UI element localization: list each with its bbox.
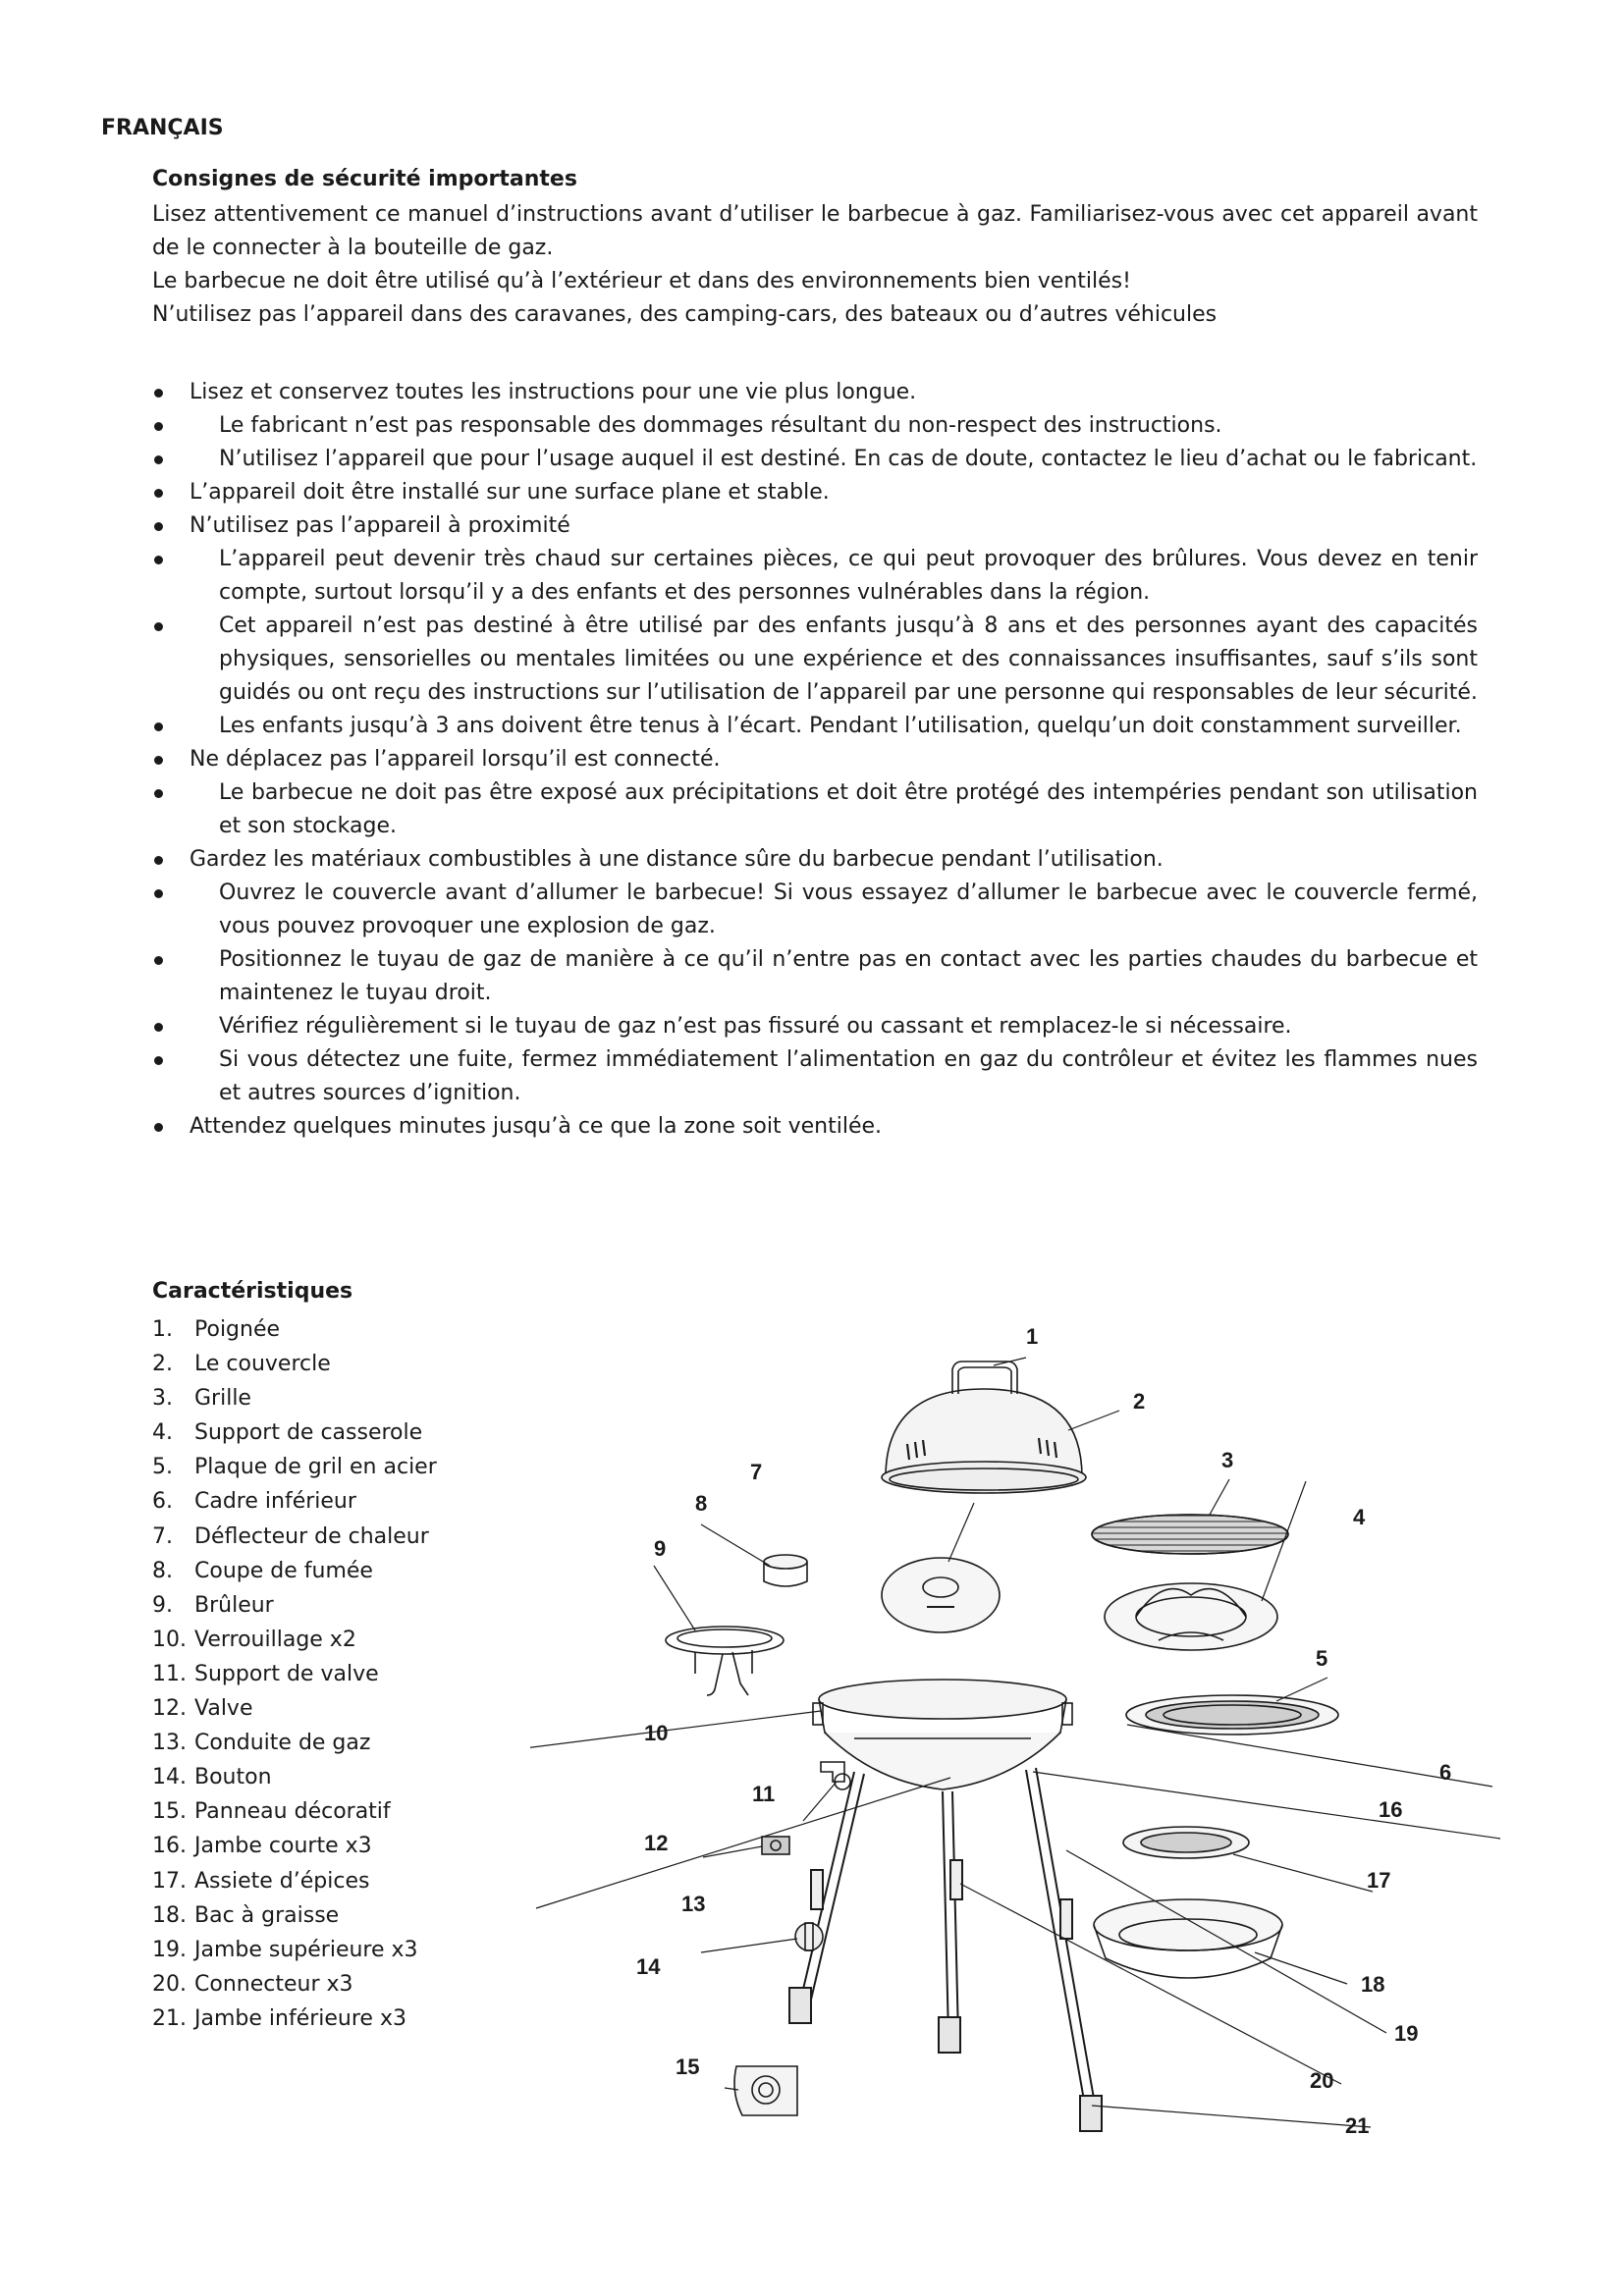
feature-item: 5. Plaque de gril en acier [152,1455,437,1480]
callout-label: 17 [1367,1868,1391,1893]
bullet-icon [154,1056,163,1065]
grease-tray-drawing [1094,1899,1282,1978]
feature-item: 3. Grille [152,1386,251,1412]
bullet-item: Lisez et conservez toutes les instructions pour une vie plus longue. [152,376,1478,409]
steel-plate-drawing [1126,1695,1338,1735]
lid-drawing [882,1362,1086,1493]
feature-item: 21. Jambe inférieure x3 [152,2005,406,2031]
feature-item: 10. Verrouillage x2 [152,1627,356,1652]
heat-deflector-drawing [882,1558,1000,1632]
callout-label: 4 [1353,1505,1366,1529]
feature-item: 17. Assiete d’épices [152,1868,370,1894]
smoke-cup-drawing [764,1555,807,1586]
callout-label: 6 [1439,1760,1452,1785]
callout-label: 15 [676,2055,700,2079]
bullet-item: Vérifiez régulièrement si le tuyau de gaz n’est pas fissuré ou cassant et remplacez-le si nécessaire. [152,1010,1478,1043]
feature-item: 8. Coupe de fumée [152,1558,373,1583]
bullet-item: Gardez les matériaux combustibles à une distance sûre du barbecue pendant l’utilisation. [152,843,1478,877]
callout-label: 1 [1026,1324,1039,1349]
bullet-item: N’utilisez l’appareil que pour l’usage auquel il est destiné. En cas de doute, contactez le lieu d’achat ou le fabricant. [152,443,1478,476]
feature-item: 12. Valve [152,1696,253,1722]
bullet-icon [154,1123,163,1132]
burner-drawing [666,1627,784,1695]
feature-item: 13. Conduite de gaz [152,1731,371,1756]
feature-item: 7. Déflecteur de chaleur [152,1523,429,1549]
bullet-item: Ne déplacez pas l’appareil lorsqu’il est connecté. [152,743,1478,776]
feature-item: 18. Bac à graisse [152,1902,340,1928]
safety-title: Consignes de sécurité importantes [152,167,577,191]
feature-item: 19. Jambe supérieure x3 [152,1937,418,1962]
bullet-item: N’utilisez pas l’appareil à proximité [152,509,1478,543]
bullet-item: Les enfants jusqu’à 3 ans doivent être tenus à l’écart. Pendant l’utilisation, quelqu’un doit constamment surveiller. [152,710,1478,743]
bullet-icon [154,1023,163,1032]
feature-item: 6. Cadre inférieur [152,1489,356,1515]
feature-item: 16. Jambe courte x3 [152,1834,372,1859]
bullet-icon [154,889,163,898]
bullet-icon [154,522,163,531]
feature-item: 1. Poignée [152,1317,281,1342]
safety-intro [152,198,1478,332]
bullet-item: Cet appareil n’est pas destiné à être utilisé par des enfants jusqu’à 8 ans et des personnes ayant des capacités physiques, sensorielles ou mentales limitées ou une expérience et des connaissances insuffisantes, sauf s’ils sont guidés ou ont reçu des instructions sur l’utilisation de l’appareil par une personne qui responsables de leur sécurité. [152,610,1478,710]
callout-label: 18 [1361,1972,1385,1997]
grill-grate-drawing [1092,1515,1288,1554]
callout-label: 21 [1345,2113,1370,2138]
bullet-item: Le fabricant n’est pas responsable des dommages résultant du non-respect des instructions. [152,409,1478,443]
bullet-icon [154,722,163,731]
feature-item: 11. Support de valve [152,1661,379,1686]
callout-label: 14 [636,1954,661,1979]
bullet-item: Ouvrez le couvercle avant d’allumer le barbecue! Si vous essayez d’allumer le barbecue avec le couvercle fermé, vous pouvez provoquer une explosion de gaz. [152,877,1478,943]
callout-label: 5 [1316,1646,1328,1671]
safety-bullet-list [152,376,1478,1144]
bullet-icon [154,422,163,431]
bullet-item: Le barbecue ne doit pas être exposé aux précipitations et doit être protégé des intempéries pendant son utilisation et son stockage. [152,776,1478,843]
feature-item: 15. Panneau décoratif [152,1799,391,1825]
feature-item: 14. Bouton [152,1765,272,1790]
features-title: Caractéristiques [152,1279,353,1304]
bullet-icon [154,956,163,965]
feature-item: 2. Le couvercle [152,1352,331,1377]
callout-label: 11 [752,1782,776,1806]
intro-paragraph: N’utilisez pas l’appareil dans des caravanes, des camping-cars, des bateaux ou d’autres véhicules [152,302,1218,327]
bullet-item: L’appareil peut devenir très chaud sur certaines pièces, ce qui peut provoquer des brûlures. Vous devez en tenir compte, surtout lorsqu’il y a des enfants et des personnes vulnérables dans la région. [152,543,1478,610]
callout-label: 12 [644,1831,669,1855]
bullet-item: L’appareil doit être installé sur une surface plane et stable. [152,476,1478,509]
feature-item: 9. Brûleur [152,1592,274,1618]
bullet-icon [154,789,163,798]
intro-paragraph: Le barbecue ne doit être utilisé qu’à l’extérieur et dans des environnements bien ventilés! [152,269,1131,294]
feature-item: 4. Support de casserole [152,1420,423,1446]
bullet-icon [154,756,163,765]
bullet-icon [154,455,163,464]
intro-paragraph: Lisez attentivement ce manuel d’instructions avant d’utiliser le barbecue à gaz. Familiarisez-vous avec cet appareil avant de le connecter à la bouteille de gaz. [152,202,1478,260]
callout-label: 2 [1133,1389,1146,1414]
callout-label: 20 [1310,2068,1334,2093]
callout-label: 19 [1394,2021,1419,2046]
callout-label: 7 [750,1460,763,1484]
bullet-icon [154,489,163,498]
callout-label: 16 [1379,1797,1403,1822]
callout-label: 13 [681,1892,706,1916]
exploded-view-diagram [530,1271,1571,2155]
language-heading: FRANÇAIS [101,116,224,140]
bullet-icon [154,389,163,398]
bullet-item: Positionnez le tuyau de gaz de manière à ce qu’il n’entre pas en contact avec les parties chaudes du barbecue et maintenez le tuyau droit. [152,943,1478,1010]
features-list [152,1312,437,2036]
feature-item: 20. Connecteur x3 [152,1971,353,1997]
bullet-icon [154,856,163,865]
bullet-item: Si vous détectez une fuite, fermez immédiatement l’alimentation en gaz du contrôleur et évitez les flammes nues et autres sources d’ignition. [152,1043,1478,1110]
callout-label: 3 [1221,1448,1234,1472]
spice-plate-drawing [1123,1827,1249,1858]
legs-drawing [789,1768,1102,2131]
callout-label: 9 [654,1536,667,1561]
bullet-icon [154,556,163,564]
bullet-item: Attendez quelques minutes jusqu’à ce que la zone soit ventilée. [152,1110,1478,1144]
callout-label: 8 [695,1491,708,1516]
pan-support-drawing [1105,1583,1277,1650]
bullet-icon [154,622,163,631]
callout-label: 10 [644,1721,669,1745]
firebox-body-drawing [813,1680,1072,1789]
